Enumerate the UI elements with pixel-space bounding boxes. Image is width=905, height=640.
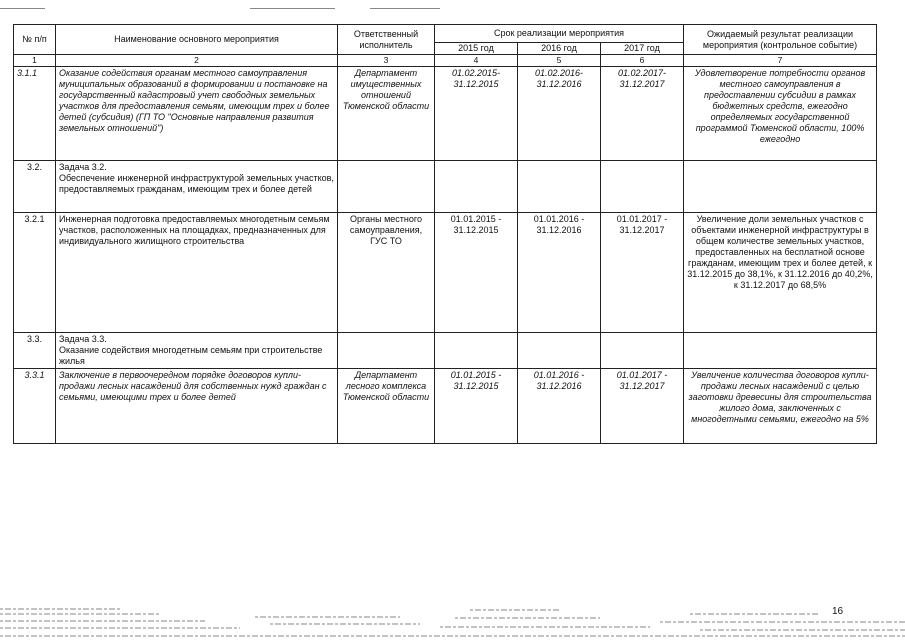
col-number: 1 — [14, 55, 56, 67]
task-text: Оказание содействия многодетным семьям при строительстве жилья — [59, 344, 323, 366]
table-row — [14, 67, 877, 161]
row-result: Удовлетворение потребности органов местного самоуправления в предоставлении субсидии в рамках бюджетных средств, ежегодно определяемых государственной программой Тюменской области, 100% ежегодно — [684, 67, 877, 161]
task-title: Задача 3.3. — [59, 334, 107, 344]
row-num: 3.2.1 — [14, 213, 56, 333]
row-num: 3.1.1 — [14, 67, 56, 161]
header-result: Ожидаемый результат реализации мероприятия (контрольное событие) — [684, 25, 877, 55]
row-num: 3.2. — [14, 161, 56, 213]
header-year-2016: 2016 год — [518, 43, 601, 55]
task-cell — [56, 161, 338, 213]
col-number: 5 — [518, 55, 601, 67]
col-number: 4 — [435, 55, 518, 67]
table-row — [14, 213, 877, 333]
row-2017: 01.02.2017-31.12.2017 — [601, 67, 684, 161]
row-2016: 01.01.2016 - 31.12.2016 — [518, 369, 601, 444]
col-number: 2 — [56, 55, 338, 67]
footer-scan-artifacts — [0, 600, 905, 640]
task-row — [14, 161, 877, 213]
row-num: 3.3.1 — [14, 369, 56, 444]
row-2017: 01.01.2017 - 31.12.2017 — [601, 213, 684, 333]
row-2017: 01.01.2017 - 31.12.2017 — [601, 369, 684, 444]
header-row — [14, 25, 877, 43]
row-2015: 01.02.2015-31.12.2015 — [435, 67, 518, 161]
header-year-2015: 2015 год — [435, 43, 518, 55]
row-result: Увеличение доли земельных участков с объектами инженерной инфраструктуры в общем количестве земельных участков, предоставленных на бесплатной основе гражданам, имеющим трех и более детей, к 31.12.2015 до 38,1%, к 31.12.2016 до 40,2%, к 31.12.2017 до 68,5% — [684, 213, 877, 333]
task-title: Задача 3.2. — [59, 162, 107, 172]
task-row — [14, 333, 877, 369]
row-result: Увеличение количества договоров купли-продажи лесных насаждений с целью заготовки древесины для строительства жилого дома, заключенных с многодетными семьями, ежегодно на 5% — [684, 369, 877, 444]
table-row — [14, 369, 877, 444]
row-2016: 01.01.2016 - 31.12.2016 — [518, 213, 601, 333]
top-rule-left — [0, 8, 45, 9]
header-responsible: Ответственный исполнитель — [338, 25, 435, 55]
page-number: 16 — [832, 606, 844, 617]
col-number: 7 — [684, 55, 877, 67]
row-2015: 01.01.2015 - 31.12.2015 — [435, 213, 518, 333]
header-period: Срок реализации мероприятия — [435, 25, 684, 43]
row-num: 3.3. — [14, 333, 56, 369]
row-name: Инженерная подготовка предоставляемых многодетным семьям участков, расположенных на площадках, предназначенных для индивидуального жилищного строительства — [56, 213, 338, 333]
task-cell — [56, 333, 338, 369]
row-responsible: Органы местного самоуправления, ГУС ТО — [338, 213, 435, 333]
activity-plan-table — [13, 24, 877, 444]
row-2015: 01.01.2015 - 31.12.2015 — [435, 369, 518, 444]
column-numbers-row — [14, 55, 877, 67]
row-name: Оказание содействия органам местного самоуправления муниципальных образований в формировании и постановке на государственный кадастровый учет свободных земельных участков для предоставления семьям, имеющим трех и более детей (субсидия) (ГП ТО "Основные направления развития земельных отношений") — [56, 67, 338, 161]
header-year-2017: 2017 год — [601, 43, 684, 55]
header-name: Наименование основного мероприятия — [56, 25, 338, 55]
row-2016: 01.02.2016-31.12.2016 — [518, 67, 601, 161]
col-number: 3 — [338, 55, 435, 67]
task-text: Обеспечение инженерной инфраструктурой земельных участков, предоставляемых гражданам, имеющим трех и более детей — [59, 172, 334, 194]
top-rule-center — [250, 8, 335, 9]
col-number: 6 — [601, 55, 684, 67]
top-rule-mid — [370, 8, 440, 9]
row-responsible: Департамент лесного комплекса Тюменской области — [338, 369, 435, 444]
row-responsible: Департамент имущественных отношений Тюменской области — [338, 67, 435, 161]
row-name: Заключение в первоочередном порядке договоров купли-продажи лесных насаждений для собственных нужд граждан с семьями, имеющими трех и более детей — [56, 369, 338, 444]
header-num: № п/п — [14, 25, 56, 55]
